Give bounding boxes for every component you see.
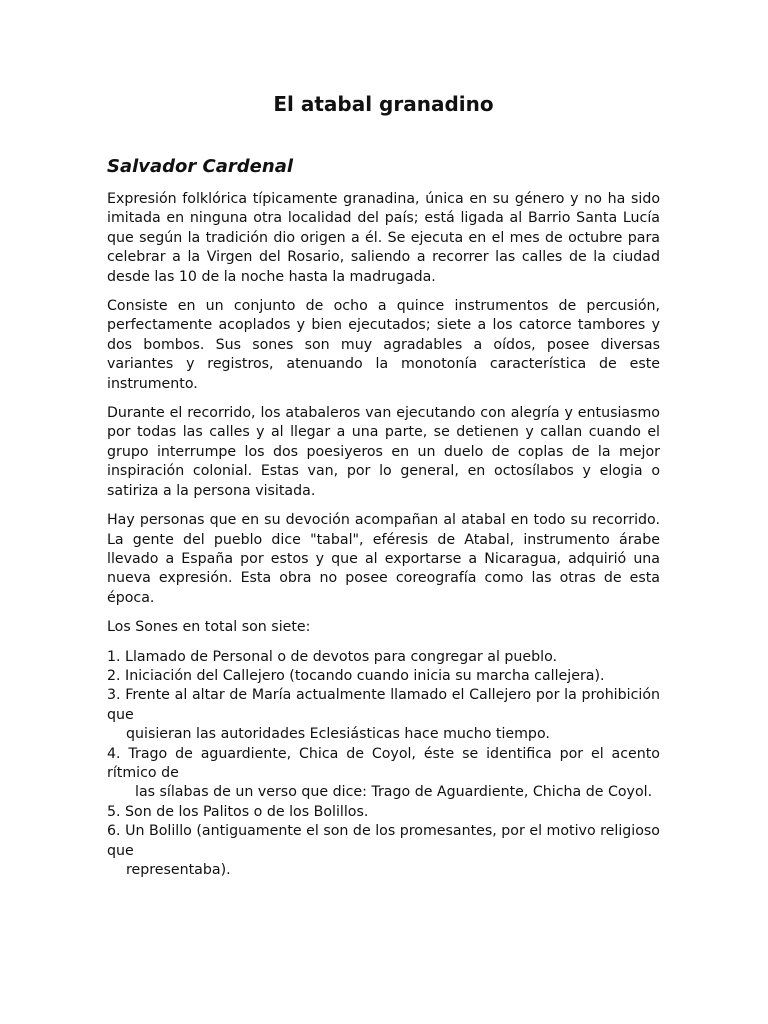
list-item	[107, 803, 660, 822]
document-body	[107, 190, 660, 880]
list-item-text: 6. Un Bolillo (antiguamente el son de los promesantes, por el motivo religioso que	[107, 823, 660, 859]
paragraph: Expresión folklórica típicamente granadina, única en su género y no ha sido imitada en ninguna otra localidad del país; está ligada al Barrio Santa Lucía que según la tradición dio origen a él. Se ejecuta en el mes de octubre para celebrar a la Virgen del Rosario, saliendo a recorrer las calles de la ciudad desde las 10 de la noche hasta la madrugada.	[107, 191, 660, 285]
list-item-text: 3. Frente al altar de María actualmente llamado el Callejero por la prohibición que	[107, 687, 660, 723]
list-item	[107, 648, 660, 667]
list-intro: Los Sones en total son siete:	[107, 619, 311, 636]
list-item-continuation: representaba).	[126, 862, 231, 878]
list-item	[107, 667, 660, 686]
sones-list	[107, 648, 660, 881]
list-item-text: 1. Llamado de Personal o de devotos para congregar al pueblo.	[107, 648, 558, 665]
list-item	[107, 822, 660, 880]
list-item-text: 5. Son de los Palitos o de los Bolillos.	[107, 803, 369, 820]
paragraph: Consiste en un conjunto de ocho a quince instrumentos de percusión, perfectamente acoplados y bien ejecutados; siete a los catorce tambores y dos bombos. Sus sones son muy agradables a oídos, posee diversas variantes y registros, atenuando la monotonía característica de este instrumento.	[107, 298, 660, 392]
list-item-text: 2. Iniciación del Callejero (tocando cuando inicia su marcha callejera).	[107, 667, 605, 684]
paragraph: Durante el recorrido, los atabaleros van ejecutando con alegría y entusiasmo por todas las calles y al llegar a una parte, se detienen y callan cuando el grupo interrumpe los dos poesiyeros en un duelo de coplas de la mejor inspiración colonial. Estas van, por lo general, en octosílabos y elogia o satiriza a la persona visitada.	[107, 405, 660, 499]
paragraph: Hay personas que en su devoción acompañan al atabal en todo su recorrido. La gente del pueblo dice "tabal", eféresis de Atabal, instrumento árabe llevado a España por estos y que al exportarse a Nicaragua, adquirió una nueva expresión. Esta obra no posee coreografía como las otras de esta época.	[107, 512, 660, 606]
list-item-text: 4. Trago de aguardiente, Chica de Coyol, éste se identifica por el acento rítmico de	[107, 745, 660, 781]
document-title: El atabal granadino	[273, 92, 494, 116]
list-item-continuation: quisieran las autoridades Eclesiásticas hace mucho tiempo.	[126, 726, 550, 743]
list-item-continuation: las sílabas de un verso que dice: Trago de Aguardiente, Chicha de Coyol.	[135, 784, 653, 801]
author-name: Salvador Cardenal	[107, 156, 294, 177]
list-item	[107, 745, 660, 803]
list-item	[107, 686, 660, 744]
